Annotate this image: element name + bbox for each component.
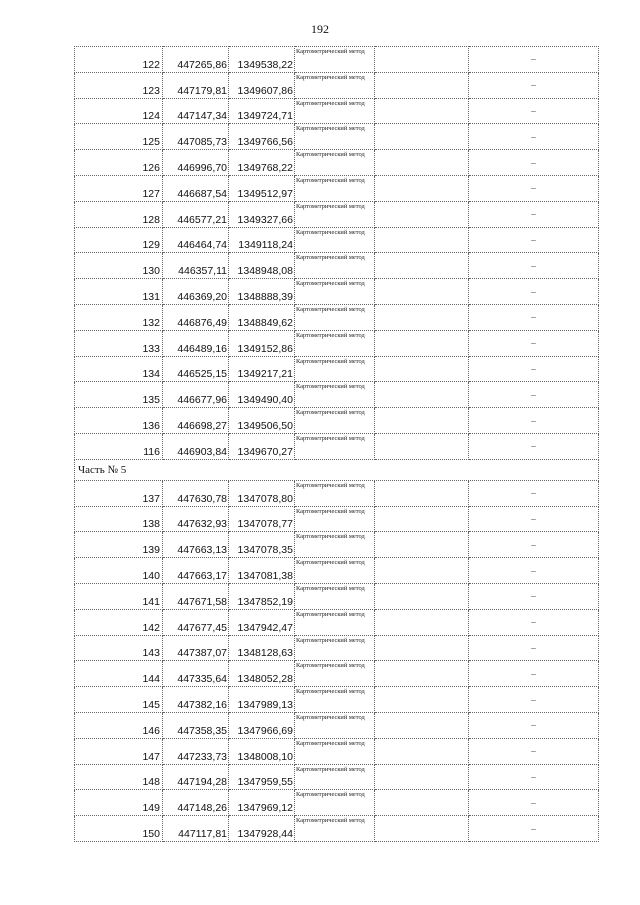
point-number: 136 — [75, 408, 163, 434]
empty-cell — [375, 609, 469, 635]
coordinate-x: 447147,34 — [163, 98, 229, 124]
coordinate-y: 1349152,86 — [229, 330, 295, 356]
empty-cell — [375, 712, 469, 738]
table-section — [75, 459, 599, 480]
point-number: 124 — [75, 98, 163, 124]
table-row — [75, 382, 599, 408]
coordinate-x: 447085,73 — [163, 124, 229, 150]
method-cell: Картометрический метод — [295, 124, 375, 150]
coordinate-x: 447335,64 — [163, 661, 229, 687]
empty-cell — [375, 687, 469, 713]
precision-cell: – — [469, 480, 599, 506]
precision-cell: – — [469, 253, 599, 279]
coordinate-x: 447179,81 — [163, 72, 229, 98]
coordinate-x: 446464,74 — [163, 227, 229, 253]
precision-cell: – — [469, 382, 599, 408]
method-cell: Картометрический метод — [295, 558, 375, 584]
coordinate-y: 1349490,40 — [229, 382, 295, 408]
coordinate-x: 446489,16 — [163, 330, 229, 356]
point-number: 128 — [75, 201, 163, 227]
coordinate-y: 1349538,22 — [229, 47, 295, 73]
point-number: 133 — [75, 330, 163, 356]
precision-cell: – — [469, 558, 599, 584]
table-row — [75, 201, 599, 227]
empty-cell — [375, 227, 469, 253]
precision-cell: – — [469, 583, 599, 609]
method-cell: Картометрический метод — [295, 661, 375, 687]
page-number: 192 — [311, 22, 329, 36]
empty-cell — [375, 175, 469, 201]
point-number: 145 — [75, 687, 163, 713]
coordinate-x: 446577,21 — [163, 201, 229, 227]
coordinate-y: 1347078,77 — [229, 506, 295, 532]
coordinate-x: 447194,28 — [163, 764, 229, 790]
coordinate-x: 447663,13 — [163, 532, 229, 558]
precision-cell: – — [469, 150, 599, 176]
precision-cell: – — [469, 175, 599, 201]
precision-cell: – — [469, 330, 599, 356]
coordinate-x: 447632,93 — [163, 506, 229, 532]
point-number: 127 — [75, 175, 163, 201]
precision-cell: – — [469, 635, 599, 661]
table-row — [75, 764, 599, 790]
empty-cell — [375, 150, 469, 176]
coordinate-y: 1349724,71 — [229, 98, 295, 124]
table-body-part-a — [75, 47, 599, 460]
table-row — [75, 124, 599, 150]
coordinate-y: 1349327,66 — [229, 201, 295, 227]
table-body-part-b — [75, 480, 599, 841]
method-cell: Картометрический метод — [295, 330, 375, 356]
table-row — [75, 175, 599, 201]
table-row — [75, 356, 599, 382]
coordinate-y: 1348008,10 — [229, 738, 295, 764]
table-row — [75, 609, 599, 635]
empty-cell — [375, 304, 469, 330]
method-cell: Картометрический метод — [295, 712, 375, 738]
coordinate-y: 1347989,13 — [229, 687, 295, 713]
point-number: 146 — [75, 712, 163, 738]
empty-cell — [375, 816, 469, 842]
empty-cell — [375, 532, 469, 558]
point-number: 131 — [75, 279, 163, 305]
coordinate-y: 1349766,56 — [229, 124, 295, 150]
table-row — [75, 687, 599, 713]
table-row — [75, 790, 599, 816]
empty-cell — [375, 124, 469, 150]
point-number: 149 — [75, 790, 163, 816]
empty-cell — [375, 253, 469, 279]
precision-cell: – — [469, 408, 599, 434]
table-row — [75, 72, 599, 98]
coordinate-y: 1347078,80 — [229, 480, 295, 506]
coordinate-x: 447663,17 — [163, 558, 229, 584]
precision-cell: – — [469, 433, 599, 459]
coordinate-x: 446525,15 — [163, 356, 229, 382]
empty-cell — [375, 330, 469, 356]
method-cell: Картометрический метод — [295, 408, 375, 434]
precision-cell: – — [469, 304, 599, 330]
table-row — [75, 712, 599, 738]
coordinate-y: 1349217,21 — [229, 356, 295, 382]
method-cell: Картометрический метод — [295, 279, 375, 305]
coordinate-x: 447630,78 — [163, 480, 229, 506]
coordinate-y: 1348052,28 — [229, 661, 295, 687]
coordinate-x: 446996,70 — [163, 150, 229, 176]
precision-cell: – — [469, 816, 599, 842]
coordinate-x: 446369,20 — [163, 279, 229, 305]
point-number: 122 — [75, 47, 163, 73]
coordinate-x: 447265,86 — [163, 47, 229, 73]
coordinate-y: 1348888,39 — [229, 279, 295, 305]
method-cell: Картометрический метод — [295, 175, 375, 201]
table-row — [75, 635, 599, 661]
method-cell: Картометрический метод — [295, 816, 375, 842]
coordinate-x: 447677,45 — [163, 609, 229, 635]
point-number: 129 — [75, 227, 163, 253]
coordinate-y: 1347928,44 — [229, 816, 295, 842]
precision-cell: – — [469, 764, 599, 790]
empty-cell — [375, 98, 469, 124]
coordinate-y: 1347078,35 — [229, 532, 295, 558]
table-row — [75, 583, 599, 609]
table-row — [75, 304, 599, 330]
point-number: 116 — [75, 433, 163, 459]
coordinate-y: 1348849,62 — [229, 304, 295, 330]
coordinate-y: 1347942,47 — [229, 609, 295, 635]
precision-cell: – — [469, 98, 599, 124]
table-row — [75, 253, 599, 279]
empty-cell — [375, 72, 469, 98]
method-cell: Картометрический метод — [295, 583, 375, 609]
empty-cell — [375, 433, 469, 459]
point-number: 125 — [75, 124, 163, 150]
coordinate-x: 446698,27 — [163, 408, 229, 434]
coordinate-y: 1349118,24 — [229, 227, 295, 253]
empty-cell — [375, 408, 469, 434]
coordinate-y: 1349768,22 — [229, 150, 295, 176]
table-row — [75, 558, 599, 584]
precision-cell: – — [469, 609, 599, 635]
table-row — [75, 738, 599, 764]
method-cell: Картометрический метод — [295, 47, 375, 73]
point-number: 126 — [75, 150, 163, 176]
empty-cell — [375, 764, 469, 790]
coordinate-y: 1347959,55 — [229, 764, 295, 790]
table-row — [75, 480, 599, 506]
empty-cell — [375, 635, 469, 661]
method-cell: Картометрический метод — [295, 687, 375, 713]
coordinate-y: 1347966,69 — [229, 712, 295, 738]
table-row — [75, 408, 599, 434]
coordinate-y: 1348948,08 — [229, 253, 295, 279]
method-cell: Картометрический метод — [295, 433, 375, 459]
method-cell: Картометрический метод — [295, 304, 375, 330]
method-cell: Картометрический метод — [295, 506, 375, 532]
precision-cell: – — [469, 532, 599, 558]
table-row — [75, 330, 599, 356]
table-row — [75, 98, 599, 124]
point-number: 141 — [75, 583, 163, 609]
point-number: 147 — [75, 738, 163, 764]
method-cell: Картометрический метод — [295, 201, 375, 227]
method-cell: Картометрический метод — [295, 532, 375, 558]
section-row — [75, 459, 599, 480]
empty-cell — [375, 790, 469, 816]
empty-cell — [375, 738, 469, 764]
empty-cell — [375, 201, 469, 227]
method-cell: Картометрический метод — [295, 738, 375, 764]
method-cell: Картометрический метод — [295, 150, 375, 176]
precision-cell: – — [469, 661, 599, 687]
point-number: 143 — [75, 635, 163, 661]
coordinates-table — [74, 46, 599, 842]
coordinate-x: 447671,58 — [163, 583, 229, 609]
precision-cell: – — [469, 506, 599, 532]
empty-cell — [375, 356, 469, 382]
section-label: Часть № 5 — [75, 459, 599, 480]
point-number: 134 — [75, 356, 163, 382]
precision-cell: – — [469, 201, 599, 227]
point-number: 148 — [75, 764, 163, 790]
method-cell: Картометрический метод — [295, 790, 375, 816]
method-cell: Картометрический метод — [295, 72, 375, 98]
empty-cell — [375, 382, 469, 408]
method-cell: Картометрический метод — [295, 98, 375, 124]
precision-cell: – — [469, 356, 599, 382]
empty-cell — [375, 661, 469, 687]
coordinate-x: 446876,49 — [163, 304, 229, 330]
coordinate-x: 446903,84 — [163, 433, 229, 459]
table-row — [75, 279, 599, 305]
precision-cell: – — [469, 790, 599, 816]
table-row — [75, 532, 599, 558]
coordinate-y: 1349506,50 — [229, 408, 295, 434]
method-cell: Картометрический метод — [295, 480, 375, 506]
precision-cell: – — [469, 279, 599, 305]
point-number: 142 — [75, 609, 163, 635]
coordinate-x: 446677,96 — [163, 382, 229, 408]
empty-cell — [375, 279, 469, 305]
method-cell: Картометрический метод — [295, 227, 375, 253]
point-number: 140 — [75, 558, 163, 584]
precision-cell: – — [469, 72, 599, 98]
coordinate-x: 447382,16 — [163, 687, 229, 713]
method-cell: Картометрический метод — [295, 764, 375, 790]
precision-cell: – — [469, 738, 599, 764]
table-row — [75, 433, 599, 459]
coordinate-x: 446687,54 — [163, 175, 229, 201]
coordinate-x: 446357,11 — [163, 253, 229, 279]
precision-cell: – — [469, 687, 599, 713]
point-number: 135 — [75, 382, 163, 408]
coordinate-x: 447387,07 — [163, 635, 229, 661]
table-row — [75, 227, 599, 253]
coordinate-x: 447233,73 — [163, 738, 229, 764]
empty-cell — [375, 47, 469, 73]
table-row — [75, 150, 599, 176]
point-number: 144 — [75, 661, 163, 687]
point-number: 150 — [75, 816, 163, 842]
method-cell: Картометрический метод — [295, 253, 375, 279]
empty-cell — [375, 558, 469, 584]
precision-cell: – — [469, 227, 599, 253]
method-cell: Картометрический метод — [295, 356, 375, 382]
coordinate-x: 447117,81 — [163, 816, 229, 842]
method-cell: Картометрический метод — [295, 609, 375, 635]
table-row — [75, 506, 599, 532]
empty-cell — [375, 480, 469, 506]
precision-cell: – — [469, 712, 599, 738]
coordinate-y: 1349607,86 — [229, 72, 295, 98]
coordinate-y: 1348128,63 — [229, 635, 295, 661]
empty-cell — [375, 506, 469, 532]
empty-cell — [375, 583, 469, 609]
point-number: 137 — [75, 480, 163, 506]
coordinate-y: 1349670,27 — [229, 433, 295, 459]
precision-cell: – — [469, 124, 599, 150]
table-row — [75, 661, 599, 687]
table-row — [75, 47, 599, 73]
coordinate-x: 447358,35 — [163, 712, 229, 738]
coordinate-y: 1347969,12 — [229, 790, 295, 816]
point-number: 123 — [75, 72, 163, 98]
coordinate-y: 1349512,97 — [229, 175, 295, 201]
coordinate-x: 447148,26 — [163, 790, 229, 816]
point-number: 139 — [75, 532, 163, 558]
coordinate-y: 1347852,19 — [229, 583, 295, 609]
method-cell: Картометрический метод — [295, 635, 375, 661]
method-cell: Картометрический метод — [295, 382, 375, 408]
point-number: 138 — [75, 506, 163, 532]
table-row — [75, 816, 599, 842]
precision-cell: – — [469, 47, 599, 73]
point-number: 130 — [75, 253, 163, 279]
coordinate-y: 1347081,38 — [229, 558, 295, 584]
point-number: 132 — [75, 304, 163, 330]
